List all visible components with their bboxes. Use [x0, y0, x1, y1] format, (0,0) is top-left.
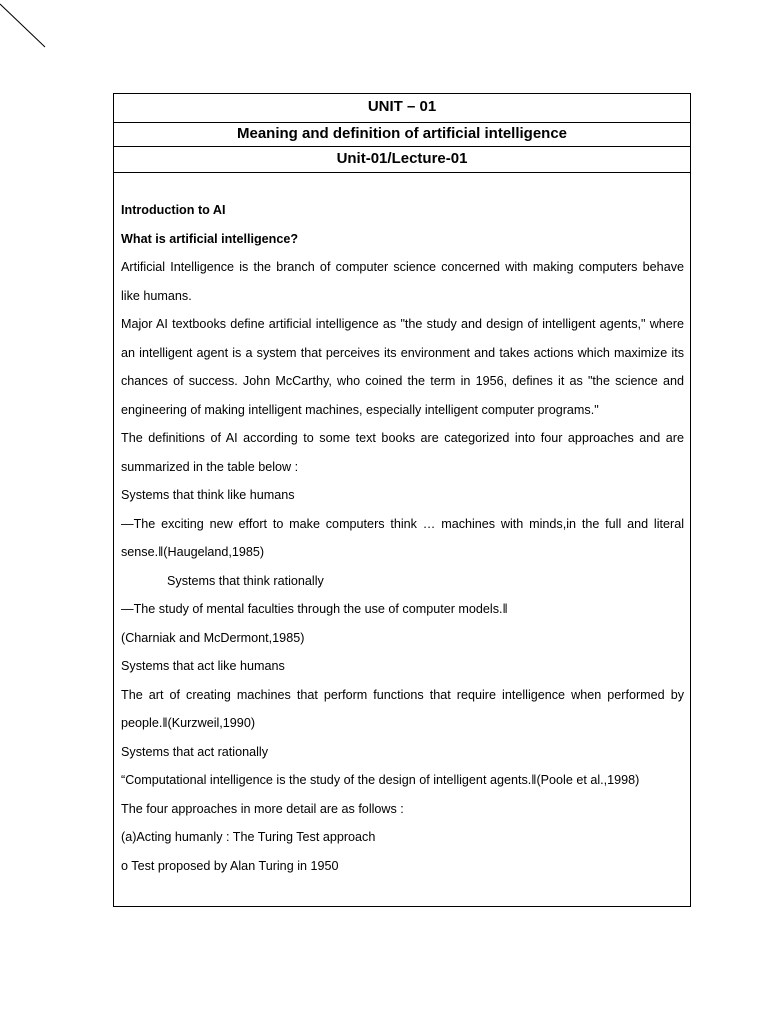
question-heading: What is artificial intelligence? [121, 231, 299, 246]
cite-think-rationally: (Charniak and McDermont,1985) [121, 630, 305, 645]
lecture-label: Unit-01/Lecture-01 [114, 147, 690, 173]
quote-act-humans: The art of creating machines that perform functions that require intelligence when performed by people.‖(Kurzweil,1990) [121, 687, 684, 730]
corner-fold-line [0, 0, 50, 50]
quote-think-humans: —The exciting new effort to make computers think … machines with minds,in the full and literal sense.‖(Haugeland,1985) [121, 516, 684, 559]
label-think-rationally: Systems that think rationally [167, 573, 324, 588]
lecture-content [114, 173, 690, 906]
label-act-humans: Systems that act like humans [121, 659, 285, 673]
intro-heading: Introduction to AI [121, 203, 226, 217]
lecture-document-box [113, 93, 691, 907]
label-think-humans: Systems that think like humans [121, 488, 295, 502]
quote-think-rationally: —The study of mental faculties through the use of computer models.‖ [121, 602, 508, 616]
paragraph-approaches: The definitions of AI according to some text books are categorized into four approaches and are summarized in the table below : [121, 431, 684, 474]
approach-a: (a)Acting humanly : The Turing Test approach [121, 830, 376, 844]
turing-test-note: o Test proposed by Alan Turing in 1950 [121, 858, 339, 873]
topic-title: Meaning and definition of artificial intelligence [114, 123, 690, 147]
paragraph-textbooks: Major AI textbooks define artificial intelligence as "the study and design of intelligent agents," where an intelligent agent is a system that perceives its environment and takes actions which maximize its chances of success. John McCarthy, who coined the term in 1956, defines it as "the science and engineering of making intelligent machines, especially intelligent computer programs." [121, 317, 684, 417]
unit-heading: UNIT – 01 [114, 94, 690, 123]
label-act-rationally: Systems that act rationally [121, 744, 268, 759]
paragraph-definition: Artificial Intelligence is the branch of computer science concerned with making computers behave like humans. [121, 260, 684, 303]
approaches-intro: The four approaches in more detail are as follows : [121, 801, 404, 816]
quote-act-rationally: “Computational intelligence is the study of the design of intelligent agents.‖(Poole et al.,1998) [121, 773, 640, 787]
